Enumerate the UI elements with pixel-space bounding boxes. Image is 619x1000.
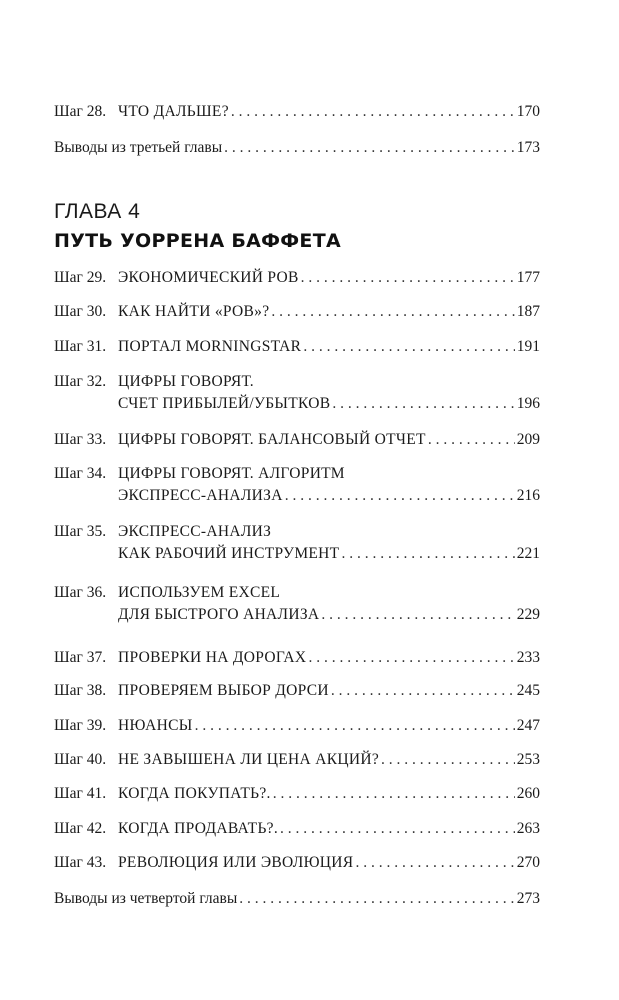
toc-entry[interactable]: [54, 101, 540, 123]
toc-page-number: 187: [516, 303, 540, 320]
toc-title-line: ЭКОНОМИЧЕСКИЙ РОВ: [118, 269, 299, 286]
toc-page-number: 263: [516, 820, 540, 837]
toc-page-number: 253: [516, 751, 540, 768]
toc-title-line: ПОРТАЛ MORNINGSTAR: [118, 338, 302, 355]
toc-step-label: Шаг 31.: [54, 338, 107, 355]
toc-title-line: КАК НАЙТИ «РОВ»?: [118, 303, 270, 320]
toc-page-number: 247: [516, 717, 540, 734]
toc-dot-leader: [341, 543, 514, 565]
toc-title-line: СЧЕТ ПРИБЫЛЕЙ/УБЫТКОВ: [118, 395, 331, 412]
toc-dot-leader: [355, 852, 514, 874]
toc-step-label: Шаг 32.: [54, 373, 107, 390]
toc-title-line: ЭКСПРЕСС-АНАЛИЗА: [118, 487, 283, 504]
toc-page-number: 191: [516, 338, 540, 355]
toc-step-label: Шаг 43.: [54, 854, 107, 871]
toc-entry[interactable]: [54, 371, 540, 415]
toc-entry[interactable]: [54, 521, 540, 565]
toc-title-line: ЧТО ДАЛЬШЕ?: [118, 103, 229, 120]
toc-entry[interactable]: [54, 336, 540, 358]
toc-entry[interactable]: [54, 749, 540, 771]
toc-title-line: ПРОВЕРЯЕМ ВЫБОР ДОРСИ: [118, 682, 329, 699]
toc-page-number: 196: [516, 395, 540, 412]
toc-summary-entry[interactable]: [54, 137, 540, 159]
toc-entry[interactable]: [54, 715, 540, 737]
toc-step-label: Шаг 30.: [54, 303, 107, 320]
toc-title-line: КАК РАБОЧИЙ ИНСТРУМЕНТ: [118, 545, 340, 562]
toc-entry[interactable]: [54, 783, 540, 805]
toc-title-line: ЦИФРЫ ГОВОРЯТ. БАЛАНСОВЫЙ ОТЧЕТ: [118, 431, 426, 448]
toc-page-number: 273: [516, 890, 540, 907]
toc-dot-leader: [303, 336, 514, 358]
toc-dot-leader: [271, 301, 514, 323]
toc-step-label: Шаг 39.: [54, 717, 107, 734]
toc-step-label: Шаг 28.: [54, 103, 107, 120]
toc-title-line: НЮАНСЫ: [118, 717, 193, 734]
toc-dot-leader: [428, 429, 515, 451]
toc-entry[interactable]: [54, 818, 540, 840]
toc-step-label: Шаг 40.: [54, 751, 107, 768]
toc-page-number: 209: [516, 431, 540, 448]
toc-step-label: Шаг 29.: [54, 269, 107, 286]
toc-step-label: Шаг 36.: [54, 584, 107, 601]
toc-dot-leader: [381, 749, 515, 771]
toc-title-line: ПРОВЕРКИ НА ДОРОГАХ: [118, 649, 307, 666]
toc-title-line: ДЛЯ БЫСТРОГО АНАЛИЗА: [118, 606, 320, 623]
toc-dot-leader: [273, 783, 515, 805]
toc-dot-leader: [195, 715, 515, 737]
toc-step-label: Шаг 42.: [54, 820, 107, 837]
toc-step-label: Шаг 37.: [54, 649, 107, 666]
toc-title-line: КОГДА ПРОДАВАТЬ?.: [118, 820, 278, 837]
toc-entry[interactable]: [54, 647, 540, 669]
toc-summary-title: Выводы из третьей главы: [54, 139, 223, 156]
toc-page-number: 233: [516, 649, 540, 666]
toc-dot-leader: [231, 101, 515, 123]
toc-page-number: 173: [516, 139, 540, 156]
toc-entry[interactable]: [54, 680, 540, 702]
toc-page-number: 260: [516, 785, 540, 802]
toc-dot-leader: [308, 647, 514, 669]
toc-dot-leader: [332, 393, 514, 415]
toc-dot-leader: [285, 485, 515, 507]
chapter-title: ПУТЬ УОРРЕНА БАФФЕТА: [54, 230, 341, 252]
toc-entry[interactable]: [54, 582, 540, 626]
toc-entry[interactable]: [54, 301, 540, 323]
toc-title-line: РЕВОЛЮЦИЯ ИЛИ ЭВОЛЮЦИЯ: [118, 854, 354, 871]
toc-step-label: Шаг 38.: [54, 682, 107, 699]
toc-dot-leader: [331, 680, 515, 702]
toc-dot-leader: [321, 604, 514, 626]
toc-step-label: Шаг 41.: [54, 785, 107, 802]
toc-title-line: ЦИФРЫ ГОВОРЯТ.: [118, 373, 254, 390]
toc-page-number: 216: [516, 487, 540, 504]
toc-page-number: 270: [516, 854, 540, 871]
toc-entry[interactable]: [54, 852, 540, 874]
toc-title-line: ЦИФРЫ ГОВОРЯТ. АЛГОРИТМ: [118, 465, 345, 482]
toc-page-number: 229: [516, 606, 540, 623]
toc-page-number: 170: [516, 103, 540, 120]
toc-dot-leader: [239, 888, 515, 910]
toc-title-line: НЕ ЗАВЫШЕНА ЛИ ЦЕНА АКЦИЙ?: [118, 751, 380, 768]
toc-title-line: ЭКСПРЕСС-АНАЛИЗ: [118, 523, 272, 540]
toc-step-label: Шаг 35.: [54, 523, 107, 540]
toc-dot-leader: [301, 267, 515, 289]
chapter-label: ГЛАВА 4: [54, 200, 141, 223]
toc-title-line: ИСПОЛЬЗУЕМ EXCEL: [118, 584, 281, 601]
toc-summary-entry[interactable]: [54, 888, 540, 910]
toc-page-number: 245: [516, 682, 540, 699]
toc-entry[interactable]: [54, 267, 540, 289]
toc-page-number: 221: [516, 545, 540, 562]
toc-page-number: 177: [516, 269, 540, 286]
toc-dot-leader: [224, 137, 515, 159]
toc-step-label: Шаг 34.: [54, 465, 107, 482]
toc-step-label: Шаг 33.: [54, 431, 107, 448]
toc-entry[interactable]: [54, 463, 540, 507]
toc-title-line: КОГДА ПОКУПАТЬ?.: [118, 785, 271, 802]
toc-dot-leader: [280, 818, 515, 840]
toc-entry[interactable]: [54, 429, 540, 451]
toc-summary-title: Выводы из четвертой главы: [54, 890, 238, 907]
